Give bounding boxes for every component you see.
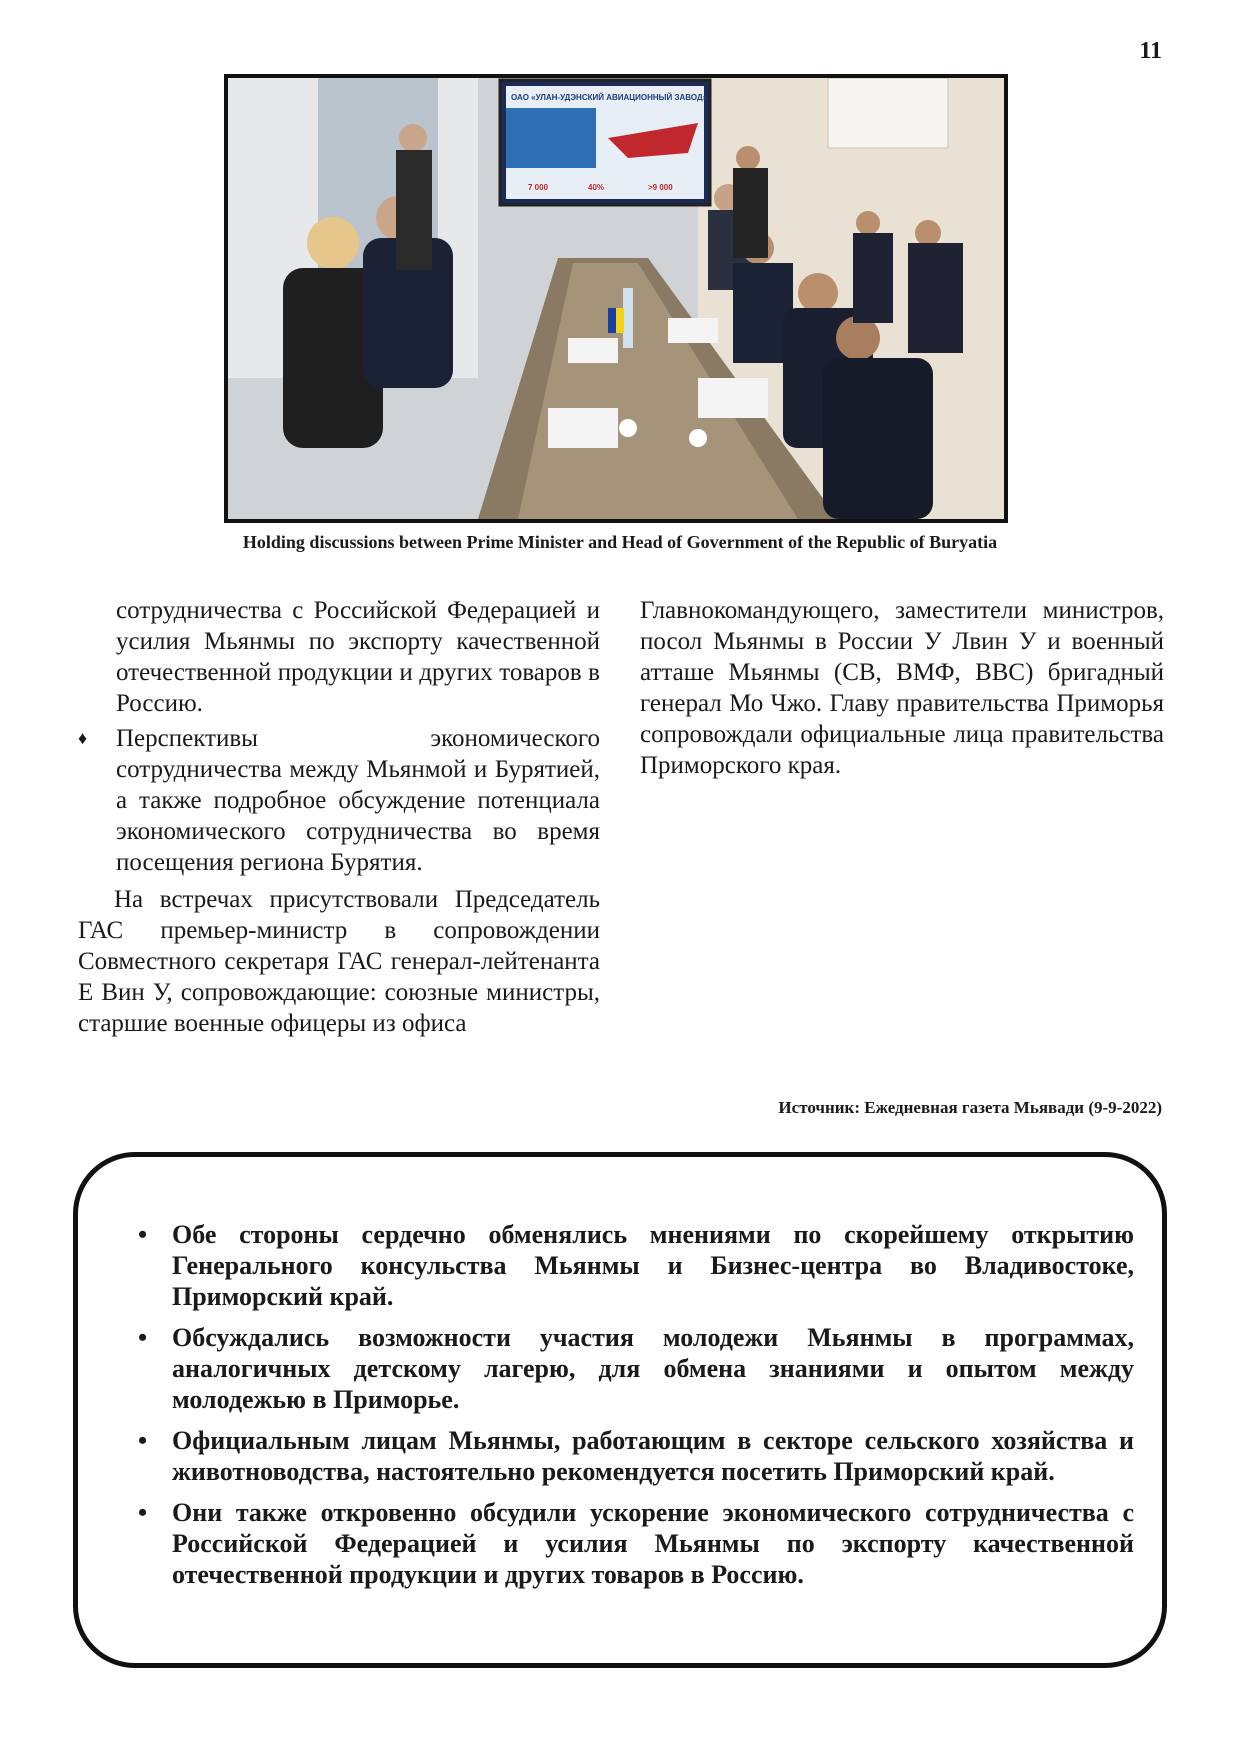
screen-stat-2: 40% (588, 183, 605, 192)
photo-caption: Holding discussions between Prime Minister and Head of Government of the Republic of Buryatia (242, 532, 998, 552)
left-column (78, 595, 600, 1039)
screen-stat-3: >9 000 (648, 183, 673, 192)
bullet-dot-icon: • (138, 1498, 148, 1527)
right-column-text: Главнокомандующего, заместители министров, посол Мьянмы в России У Лвин У и военный атташе Мьянмы (СВ, ВМФ, ВВС) бригадный генерал Мо Чжо. Главу правительства Приморья сопровождали официальные лица правительства Приморского края. (640, 597, 1164, 779)
bullet-dot-icon: • (138, 1323, 148, 1352)
bullet-dot-icon: • (138, 1220, 148, 1249)
bullet-item (78, 723, 600, 878)
highlight-item-text: Официальным лицам Мьянмы, работающим в секторе сельского хозяйства и животноводства, настоятельно рекомендуется посетить Приморский край. (172, 1426, 1134, 1486)
highlight-item-text: Обе стороны сердечно обменялись мнениями по скорейшему открытию Генерального консульства Мьянмы и Бизнес-центра во Владивостоке, Приморский край. (172, 1220, 1134, 1311)
diamond-bullet-icon: ♦ (78, 728, 88, 748)
screen-title: ОАО «УЛАН-УДЭНСКИЙ АВИАЦИОННЫЙ ЗАВОД» (511, 93, 708, 102)
attendees-paragraph: На встречах присутствовали Председатель ГАС премьер-министр в сопровождении Совместного секретаря ГАС генерал-лейтенанта Е Вин У, сопровождающие: союзные министры, старшие военные офицеры из офиса (78, 886, 600, 1037)
bullet-dot-icon: • (138, 1426, 148, 1455)
page-number: 11 (1139, 38, 1162, 64)
highlight-box (73, 1152, 1167, 1668)
right-column (640, 595, 1164, 781)
bullet-text: Перспективы экономического сотрудничества между Мьянмой и Бурятией, а также подробное обсуждение потенциала экономического сотрудничества во время посещения региона Бурятия. (116, 725, 600, 876)
highlight-item-text: Они также откровенно обсудили ускорение экономического сотрудничества с Российской Федерацией и усилия Мьянмы по экспорту качественной отечественной продукции и других товаров в Россию. (172, 1498, 1134, 1589)
screen-stat-1: 7 000 (528, 183, 549, 192)
source-note: Источник: Ежедневная газета Мьявади (9-9-2022) (778, 1098, 1162, 1117)
highlight-item-text: Обсуждались возможности участия молодежи Мьянмы в программах, аналогичных детскому лагерю, для обмена знаниями и опытом между молодежью в Приморье. (172, 1323, 1134, 1414)
meeting-scene-illustration (228, 78, 1004, 519)
highlight-item (138, 1219, 1134, 1312)
highlight-item (138, 1322, 1134, 1415)
highlight-list (78, 1157, 1162, 1590)
meeting-photo (224, 74, 1008, 523)
highlight-item (138, 1425, 1134, 1487)
continued-text: сотрудничества с Российской Федерацией и усилия Мьянмы по экспорту качественной отечественной продукции и других товаров в Россию. (116, 597, 600, 717)
highlight-item (138, 1497, 1134, 1590)
